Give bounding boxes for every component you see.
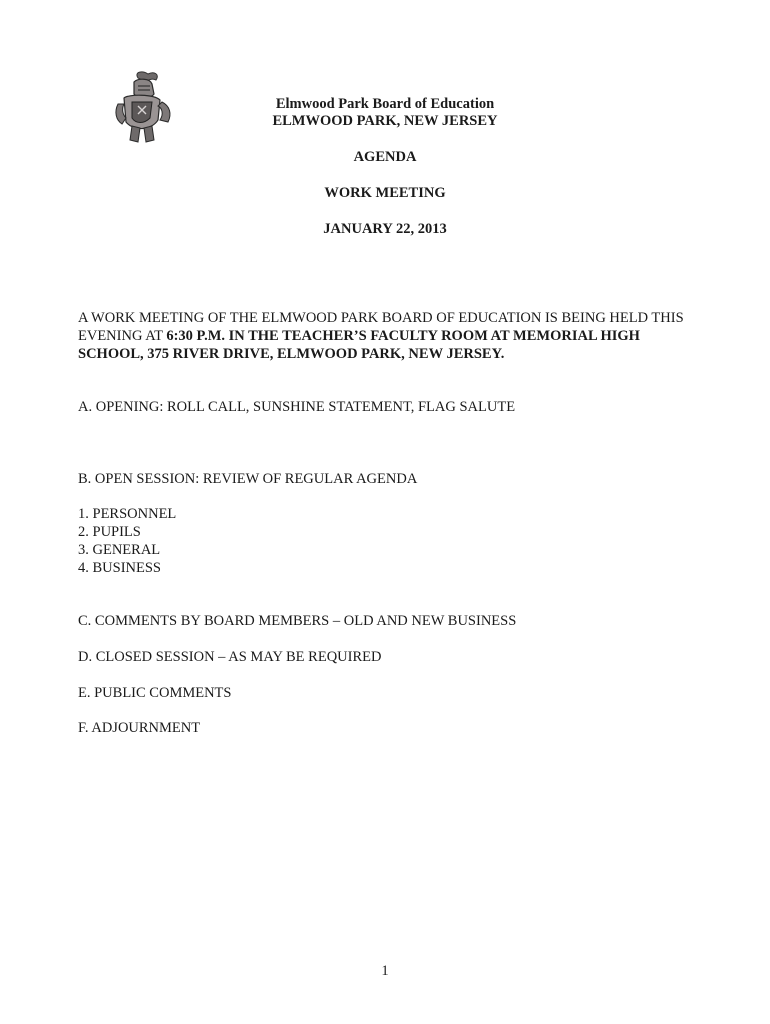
list-item: 3. GENERAL	[78, 542, 161, 558]
meeting-notice-time-location: 6:30 P.M. IN THE TEACHER’S FACULTY ROOM AT MEMORIAL HIGH SCHOOL, 375 RIVER DRIVE, ELMWOOD PARK, NEW JERSEY.	[78, 328, 640, 362]
section-closed-session: D. CLOSED SESSION – AS MAY BE REQUIRED	[78, 649, 382, 665]
meeting-type: WORK MEETING	[324, 185, 446, 201]
section-opening: A. OPENING: ROLL CALL, SUNSHINE STATEMENT, FLAG SALUTE	[78, 399, 516, 415]
list-item: 2. PUPILS	[78, 524, 141, 540]
meeting-date: JANUARY 22, 2013	[323, 221, 447, 237]
page-number: 1	[381, 963, 389, 979]
section-open-session: B. OPEN SESSION: REVIEW OF REGULAR AGENDA	[78, 471, 418, 487]
document-type: AGENDA	[353, 149, 417, 165]
knight-crest-icon	[108, 68, 176, 146]
section-public-comments: E. PUBLIC COMMENTS	[78, 685, 232, 701]
organization-name: Elmwood Park Board of Education	[275, 96, 495, 112]
open-session-items	[78, 505, 176, 577]
meeting-notice	[78, 309, 698, 363]
list-item: 1. PERSONNEL	[78, 506, 177, 522]
section-adjournment: F. ADJOURNMENT	[78, 720, 201, 736]
section-board-comments: C. COMMENTS BY BOARD MEMBERS – OLD AND NEW BUSINESS	[78, 613, 517, 629]
list-item: 4. BUSINESS	[78, 560, 161, 576]
meeting-notice-text: A WORK MEETING OF THE ELMWOOD PARK BOARD OF EDUCATION IS BEING HELD THIS EVENING AT	[78, 310, 684, 344]
organization-location: ELMWOOD PARK, NEW JERSEY	[272, 113, 498, 129]
